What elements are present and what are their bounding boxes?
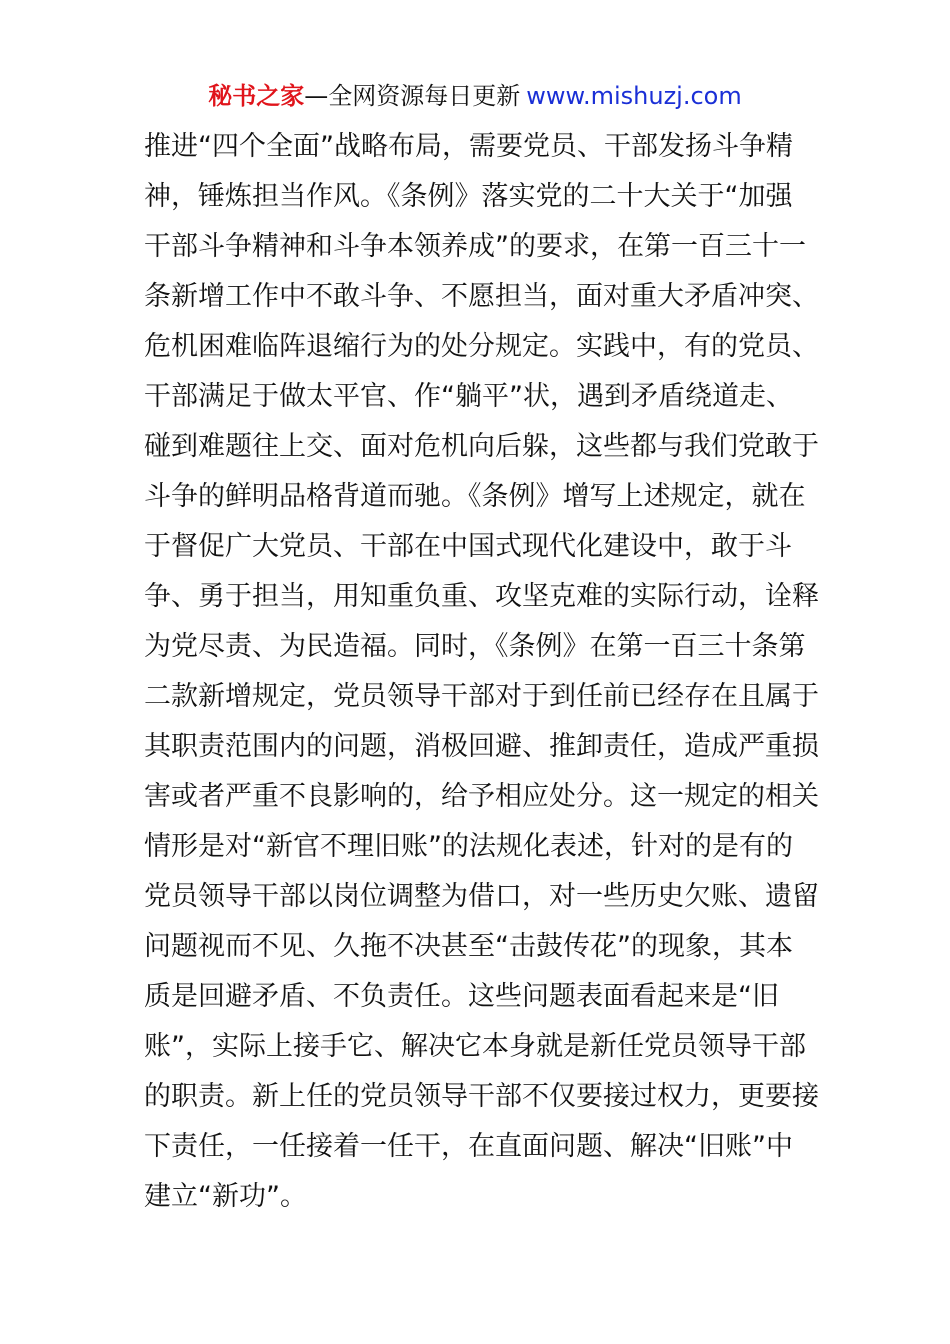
text-line: 为党尽责、为民造福。同时，《条例》在第一百三十条第 — [144, 631, 806, 662]
text-line: 危机困难临阵退缩行为的处分规定。实践中，有的党员、 — [144, 331, 819, 362]
text-line: 情形是对“新官不理旧账”的法规化表述，针对的是有的 — [144, 831, 793, 862]
text-line: 害或者严重不良影响的，给予相应处分。这一规定的相关 — [144, 781, 819, 812]
site-url-link[interactable]: www.mishuzj.com — [526, 82, 742, 110]
text-line: 干部斗争精神和斗争本领养成”的要求，在第一百三十一 — [144, 231, 806, 262]
text-line: 建立“新功”。 — [144, 1181, 307, 1212]
document-body — [144, 122, 824, 1222]
text-line: 斗争的鲜明品格背道而驰。《条例》增写上述规定，就在 — [144, 481, 806, 512]
header-tagline: —全网资源每日更新 — [304, 82, 521, 110]
text-line: 于督促广大党员、干部在中国式现代化建设中，敢于斗 — [144, 531, 792, 562]
text-line: 碰到难题往上交、面对危机向后躲，这些都与我们党敢于 — [144, 431, 819, 462]
text-line: 的职责。新上任的党员领导干部不仅要接过权力，更要接 — [144, 1081, 819, 1112]
text-line: 干部满足于做太平官、作“躺平”状，遇到矛盾绕道走、 — [144, 381, 793, 412]
text-line: 二款新增规定，党员领导干部对于到任前已经存在且属于 — [144, 681, 819, 712]
site-header — [0, 80, 950, 112]
text-line: 争、勇于担当，用知重负重、攻坚克难的实际行动，诠释 — [144, 581, 819, 612]
text-line: 下责任，一任接着一任干，在直面问题、解决“旧账”中 — [144, 1131, 793, 1162]
brand-name: 秘书之家 — [208, 82, 305, 110]
text-line: 质是回避矛盾、不负责任。这些问题表面看起来是“旧 — [144, 981, 779, 1012]
text-line: 账”，实际上接手它、解决它本身就是新任党员领导干部 — [144, 1031, 806, 1062]
text-line: 条新增工作中不敢斗争、不愿担当，面对重大矛盾冲突、 — [144, 281, 819, 312]
text-line: 问题视而不见、久拖不决甚至“击鼓传花”的现象，其本 — [144, 931, 793, 962]
text-line: 其职责范围内的问题，消极回避、推卸责任，造成严重损 — [144, 731, 819, 762]
text-line: 神，锤炼担当作风。《条例》落实党的二十大关于“加强 — [144, 181, 793, 212]
text-line: 推进“四个全面”战略布局，需要党员、干部发扬斗争精 — [144, 131, 793, 162]
text-line: 党员领导干部以岗位调整为借口，对一些历史欠账、遗留 — [144, 881, 819, 912]
